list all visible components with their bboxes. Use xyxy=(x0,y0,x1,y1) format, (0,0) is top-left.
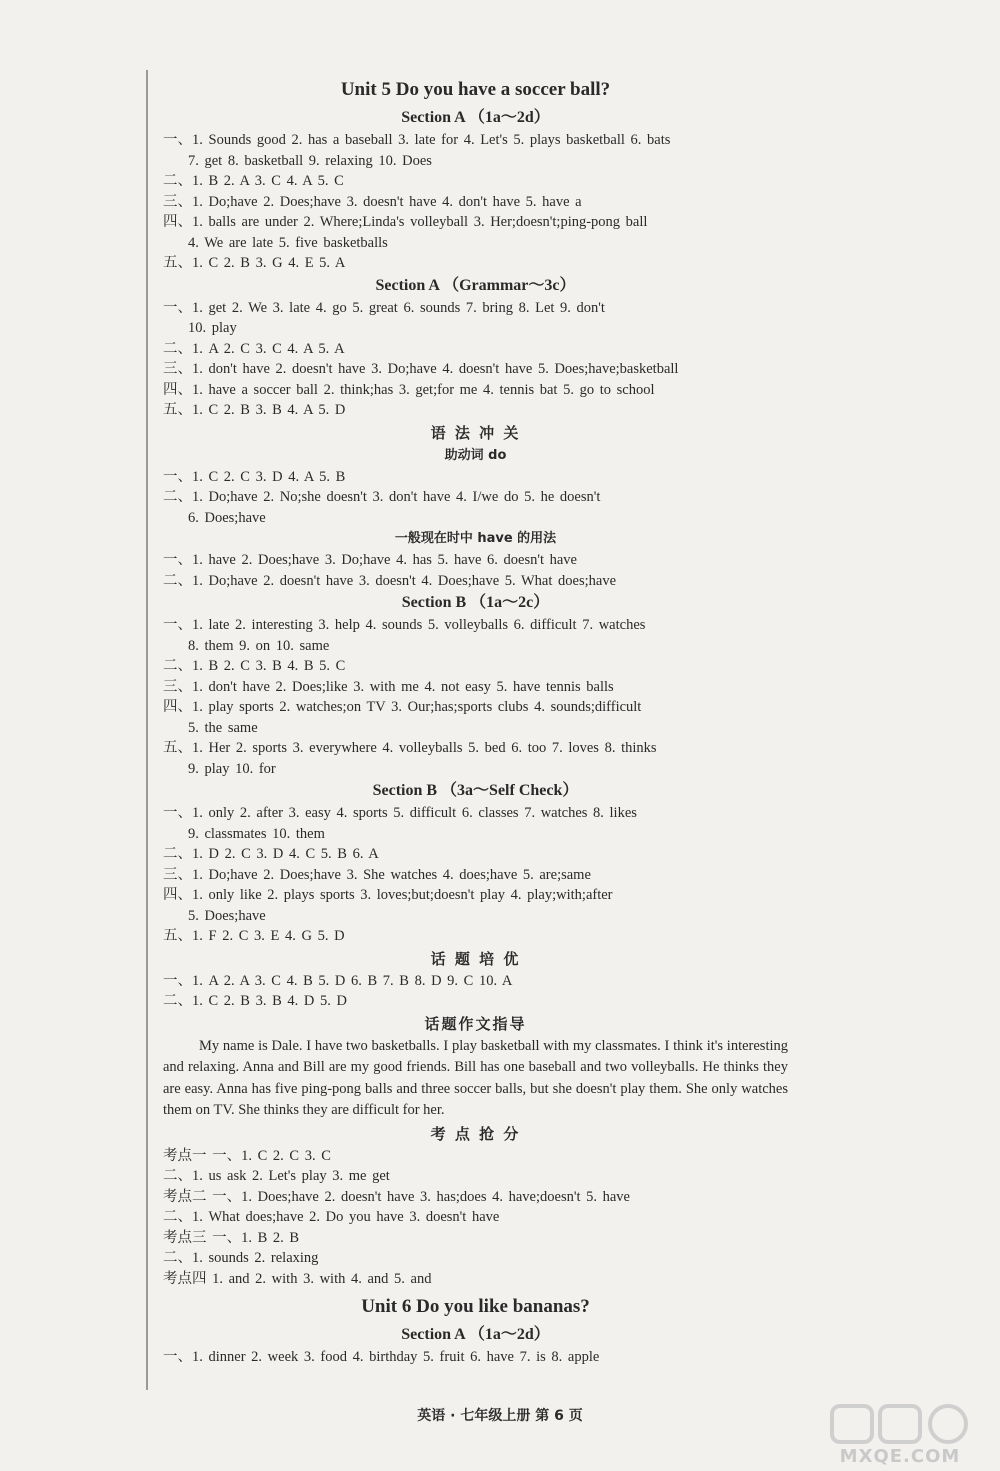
answer-line: 一、1. dinner 2. week 3. food 4. birthday 5. fruit 6. have 7. is 8. apple xyxy=(163,1349,600,1365)
answer-line-continued: 9. classmates 10. them xyxy=(188,825,325,842)
answer-line: 四、1. balls are under 2. Where;Linda's volleyball 3. Her;doesn't;ping-pong ball xyxy=(163,214,648,230)
answer-line: 三、1. don't have 2. doesn't have 3. Do;have 4. doesn't have 5. Does;have;basketball xyxy=(163,361,679,377)
answer-line: 二、1. A 2. C 3. C 4. A 5. A xyxy=(163,340,345,357)
answer-key-content xyxy=(163,72,788,1368)
answer-line: 一、1. only 2. after 3. easy 4. sports 5. difficult 6. classes 7. watches 8. likes xyxy=(163,805,637,821)
answer-line: 考点四 1. and 2. with 3. with 4. and 5. and xyxy=(163,1270,432,1287)
answer-line: 考点三 一、1. B 2. B xyxy=(163,1229,300,1246)
answer-line-continued: 10. play xyxy=(188,320,237,336)
section-heading-cn: 语 法 冲 关 xyxy=(430,423,521,442)
answer-line: 三、1. don't have 2. Does;like 3. with me 4. not easy 5. have tennis balls xyxy=(163,678,614,695)
answer-line: 二、1. B 2. A 3. C 4. A 5. C xyxy=(163,173,344,189)
watermark-text: MXQE.COM xyxy=(839,1446,961,1467)
answer-line: 五、1. C 2. B 3. G 4. E 5. A xyxy=(163,255,346,271)
section-heading: Section A （1a～2d） xyxy=(401,1326,550,1343)
answer-line: 一、1. A 2. A 3. C 4. B 5. D 6. B 7. B 8. D 9. C 10. A xyxy=(163,972,513,989)
sub-heading: 助动词 do xyxy=(444,447,507,463)
answer-line: 三、1. Do;have 2. Does;have 3. doesn't have 4. don't have 5. have a xyxy=(163,193,582,210)
section-heading-cn: 话题作文指导 xyxy=(424,1014,527,1033)
section-heading-cn: 话 题 培 优 xyxy=(430,949,521,968)
watermark-logo xyxy=(820,1400,980,1470)
section-heading: Section B （3a～Self Check） xyxy=(372,782,579,799)
answer-line: 四、1. have a soccer ball 2. think;has 3. get;for me 4. tennis bat 5. go to school xyxy=(163,381,655,398)
page-footer: 英语 · 七年级上册 第 6 页 xyxy=(417,1408,583,1424)
sub-heading: 一般现在时中 have 的用法 xyxy=(394,531,557,546)
answer-line: 五、1. Her 2. sports 3. everywhere 4. volleyballs 5. bed 6. too 7. loves 8. thinks xyxy=(163,740,657,756)
answer-line: 一、1. have 2. Does;have 3. Do;have 4. has 5. have 6. doesn't have xyxy=(163,552,577,568)
answer-line: 五、1. C 2. B 3. B 4. A 5. D xyxy=(163,402,346,418)
section-heading: Section A （Grammar～3c） xyxy=(375,276,576,294)
answer-line: 五、1. F 2. C 3. E 4. G 5. D xyxy=(163,928,345,944)
section-heading: Section A （1a～2d） xyxy=(401,109,550,126)
answer-line: 三、1. Do;have 2. Does;have 3. She watches 4. does;have 5. are;same xyxy=(163,866,591,883)
answer-line: 二、1. Do;have 2. doesn't have 3. doesn't 4. Does;have 5. What does;have xyxy=(163,572,616,589)
answer-line: 一、1. late 2. interesting 3. help 4. sounds 5. volleyballs 6. difficult 7. watches xyxy=(163,617,646,633)
unit-title: Unit 5 Do you have a soccer ball? xyxy=(340,79,611,100)
answer-line: 二、1. D 2. C 3. D 4. C 5. B 6. A xyxy=(163,846,379,862)
answer-line-continued: 5. Does;have xyxy=(188,907,266,924)
answer-line: 四、1. only like 2. plays sports 3. loves;but;doesn't play 4. play;with;after xyxy=(163,887,613,903)
margin-rule xyxy=(146,70,148,1390)
answer-line-continued: 9. play 10. for xyxy=(188,760,276,777)
essay-paragraph: My name is Dale. I have two basketballs. I play basketball with my classmates. I think it's interesting and relaxing. Anna and Bill are my good friends. Bill has one baseball and two volleyballs. He thinks they are easy. Anna has five ping-pong balls and three soccer balls, but she doesn't play them. She only watches them on TV. She thinks they are difficult for her. xyxy=(163,1037,788,1118)
answer-line-continued: 8. them 9. on 10. same xyxy=(188,637,330,654)
section-heading: Section B （1a～2c） xyxy=(401,594,550,611)
answer-line-continued: 7. get 8. basketball 9. relaxing 10. Does xyxy=(188,152,432,169)
answer-line: 二、1. What does;have 2. Do you have 3. doesn't have xyxy=(163,1209,500,1225)
answer-line-continued: 5. the same xyxy=(188,719,258,736)
answer-line: 二、1. Do;have 2. No;she doesn't 3. don't have 4. I/we do 5. he doesn't xyxy=(163,489,601,505)
unit-title: Unit 6 Do you like bananas? xyxy=(361,1296,590,1317)
answer-line: 四、1. play sports 2. watches;on TV 3. Our;has;sports clubs 4. sounds;difficult xyxy=(163,699,642,715)
answer-line: 一、1. get 2. We 3. late 4. go 5. great 6. sounds 7. bring 8. Let 9. don't xyxy=(163,299,605,316)
answer-line: 考点一 一、1. C 2. C 3. C xyxy=(163,1147,331,1164)
answer-line: 二、1. sounds 2. relaxing xyxy=(163,1250,319,1266)
answer-line: 一、1. Sounds good 2. has a baseball 3. late for 4. Let's 5. plays basketball 6. bats xyxy=(163,132,671,148)
section-heading-cn: 考 点 抢 分 xyxy=(430,1124,521,1143)
answer-line: 二、1. us ask 2. Let's play 3. me get xyxy=(163,1168,390,1184)
answer-line: 考点二 一、1. Does;have 2. doesn't have 3. has;does 4. have;doesn't 5. have xyxy=(163,1188,630,1205)
answer-line-continued: 4. We are late 5. five basketballs xyxy=(188,234,388,251)
watermark-icon xyxy=(828,1400,972,1446)
answer-line: 二、1. C 2. B 3. B 4. D 5. D xyxy=(163,993,347,1009)
answer-line-continued: 6. Does;have xyxy=(188,509,266,526)
answer-line: 二、1. B 2. C 3. B 4. B 5. C xyxy=(163,658,346,674)
answer-line: 一、1. C 2. C 3. D 4. A 5. B xyxy=(163,468,346,485)
